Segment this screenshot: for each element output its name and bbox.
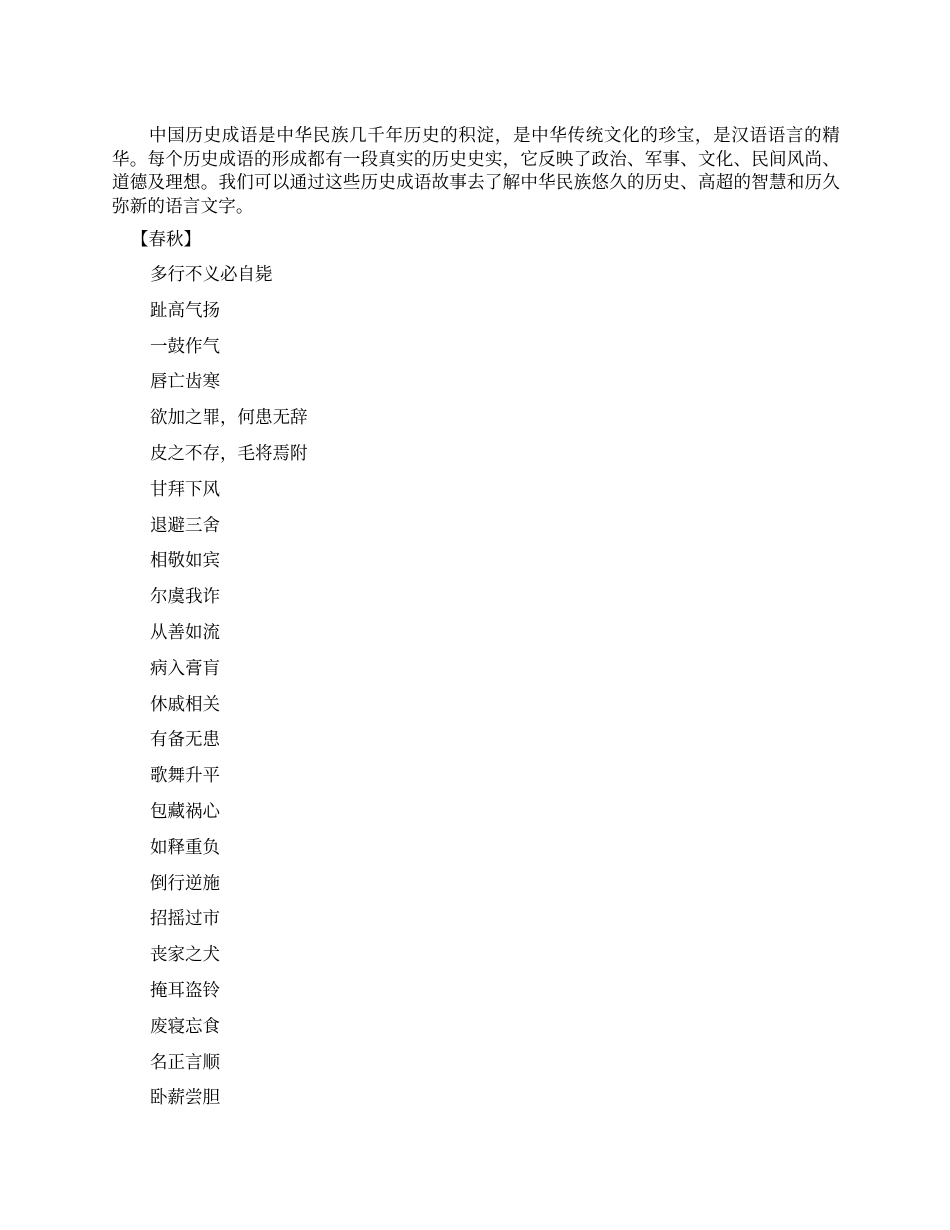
idiom-item: 皮之不存，毛将焉附 [150,443,308,464]
intro-paragraph: 中国历史成语是中华民族几千年历史的积淀，是中华传统文化的珍宝，是汉语语言的精华。每个历史成语的形成都有一段真实的历史史实，它反映了政治、军事、文化、民间风尚、道德及理想。我们可以通过这些历史成语故事去了解中华民族悠久的历史、高超的智慧和历久弥新的语言文字。 [112,126,840,217]
idiom-item: 甘拜下风 [150,479,220,500]
idiom-item: 病入膏肓 [150,658,220,679]
idiom-item: 如释重负 [150,837,220,858]
idiom-item: 招摇过市 [150,909,220,930]
idiom-item: 名正言顺 [150,1052,220,1073]
idiom-item: 有备无患 [150,730,220,751]
idiom-item: 趾高气扬 [150,300,220,321]
idiom-item: 丧家之犬 [150,945,220,966]
idiom-item: 废寝忘食 [150,1016,220,1037]
idiom-item: 相敬如宾 [150,551,220,572]
idiom-item: 休戚相关 [150,694,220,715]
idiom-item: 倒行逆施 [150,873,220,894]
idiom-item: 一鼓作气 [150,336,220,357]
idiom-item: 退避三舍 [150,515,220,536]
idiom-item: 包藏祸心 [150,801,220,822]
idiom-item: 从善如流 [150,622,220,643]
idiom-item: 多行不义必自毙 [150,265,273,285]
idiom-item: 歌舞升平 [150,766,220,787]
idiom-item: 掩耳盗铃 [150,980,220,1001]
idiom-item: 卧薪尝胆 [150,1088,220,1109]
idiom-list [150,263,308,1122]
idiom-item: 尔虞我诈 [150,587,220,608]
section-heading-chunqiu: 【春秋】 [131,230,201,250]
idiom-item: 欲加之罪，何患无辞 [150,408,308,429]
idiom-item: 唇亡齿寒 [150,372,220,393]
